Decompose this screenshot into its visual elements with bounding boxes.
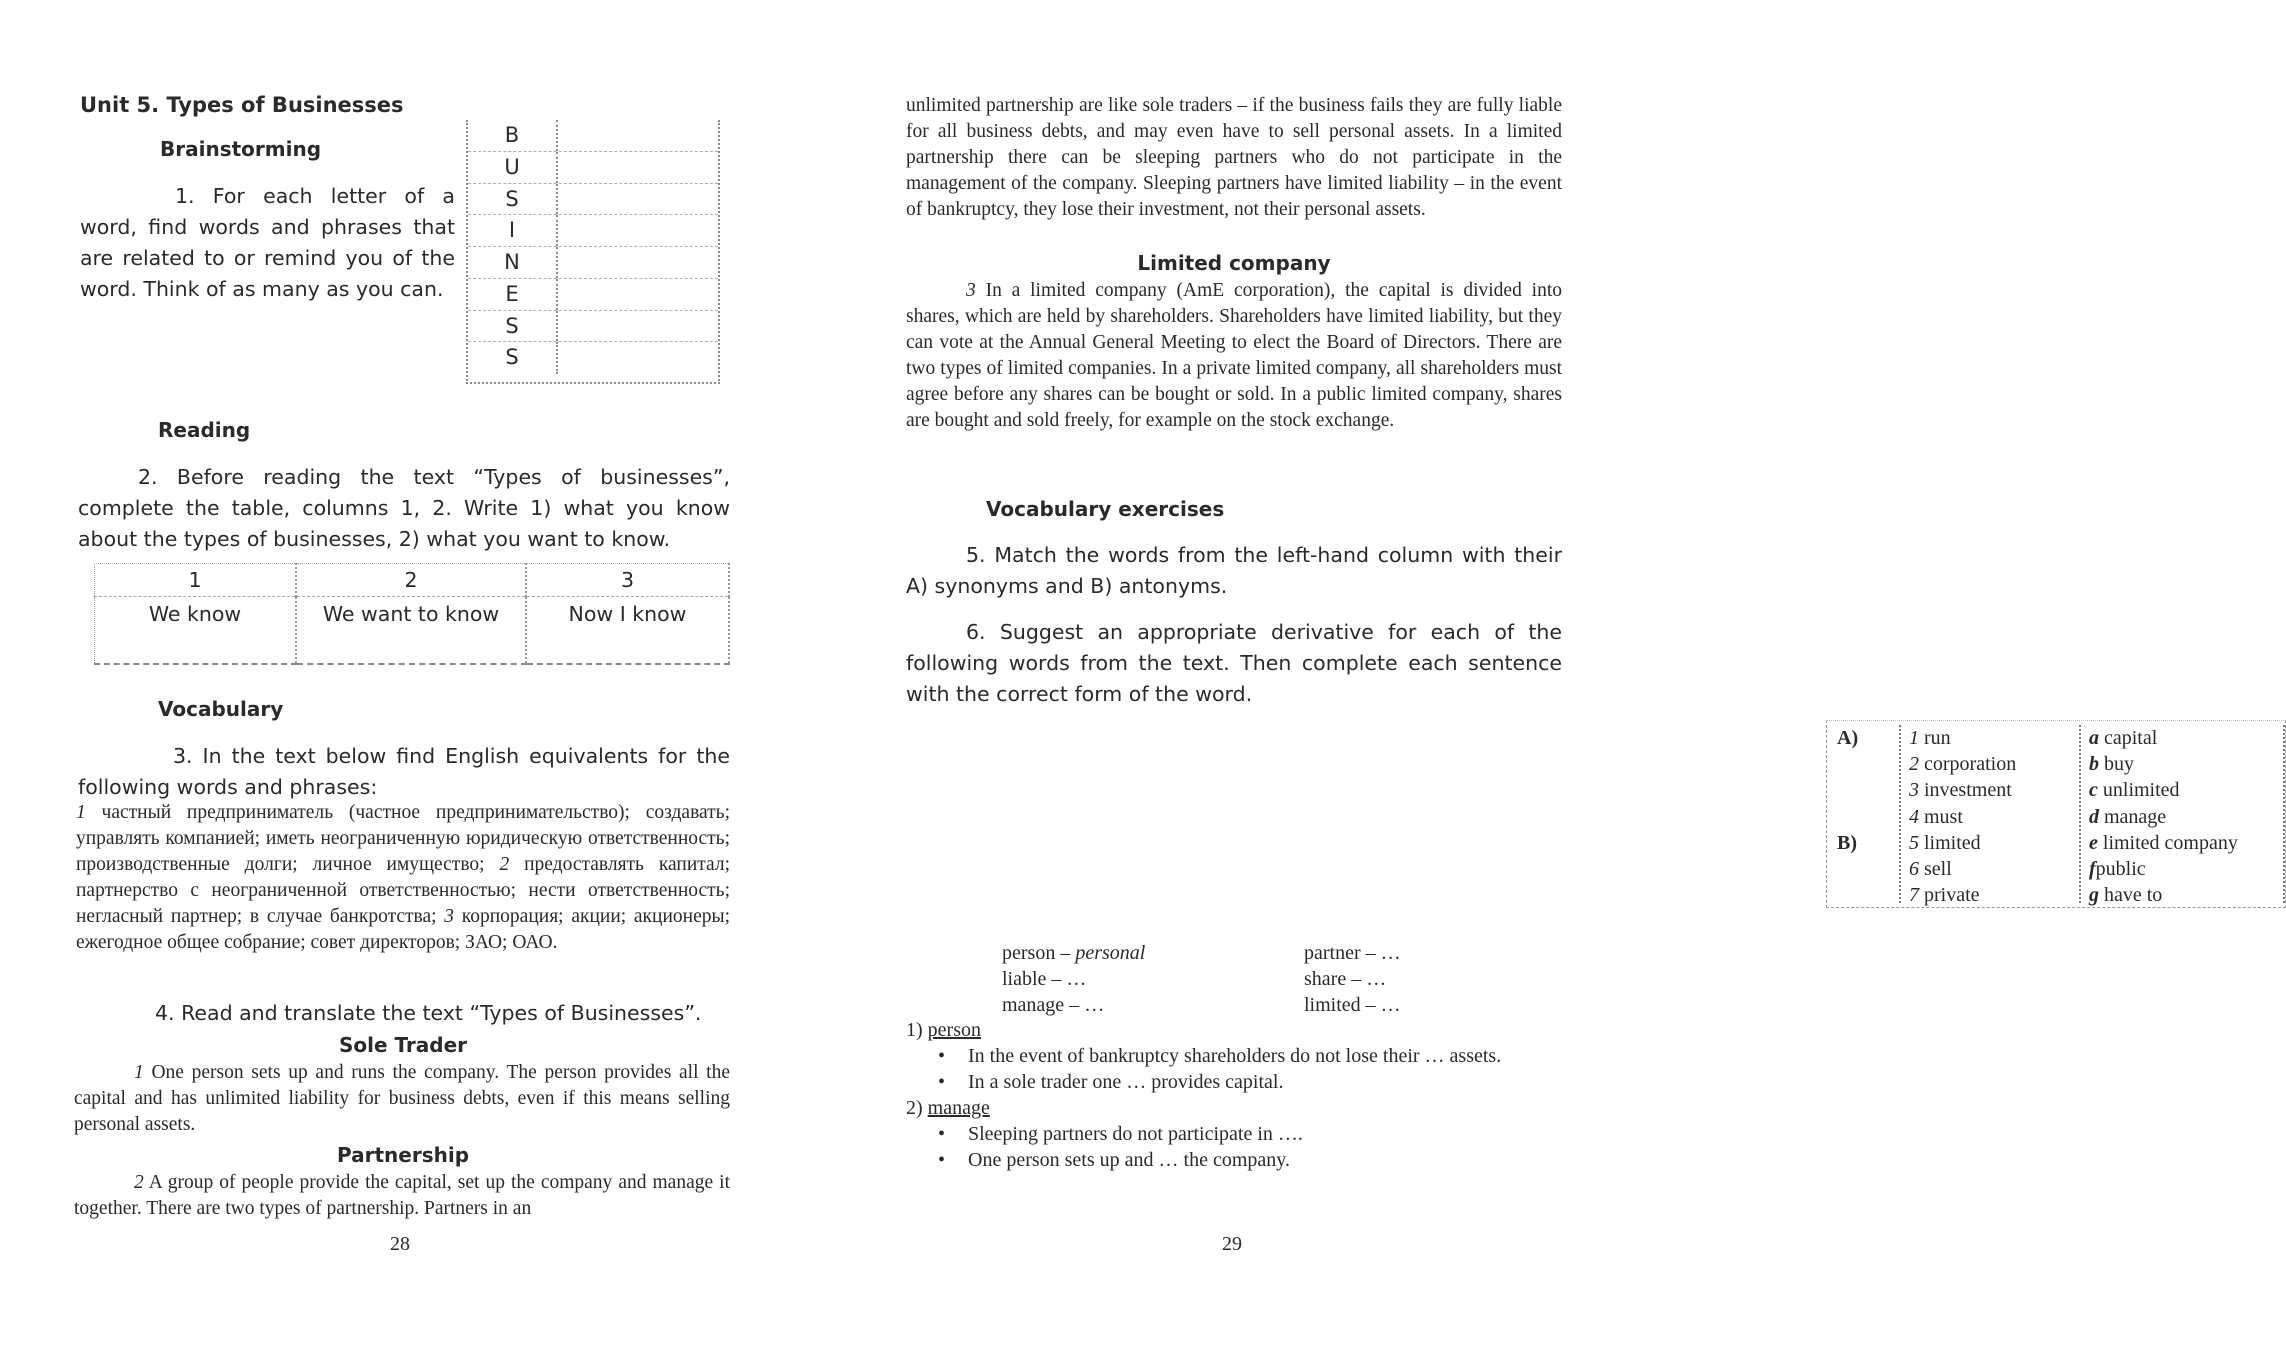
vocabulary-instruction: 3. In the text below find English equivalents for the following words and phrases: (78, 744, 730, 799)
page-number: 29 (1222, 1233, 1242, 1255)
limited-company-text: 3 In a limited company (AmE corporation), the capital is divided into shares, which are held by shareholders. Shareholders have limited liability, but they can vote at the Annual General Meeting to elect the Board of Directors. There are two types of limited companies. In a private limited company, all shareholders must agree before any shares can be bought or sold. In a public limited company, shares are bought and sold freely, for example on the stock exchange. (906, 280, 1562, 431)
grid-row (468, 120, 718, 152)
sentence-exercises (906, 1017, 1562, 1173)
column-divider (2079, 725, 2081, 903)
exercise-5: 5. Match the words from the left-hand column with their A) synonyms and B) antonyms. (906, 543, 1562, 598)
partnership-continued: unlimited partnership are like sole traders – if the business fails they are fully liable for all business debts, and may even have to sell personal assets. In a limited partnership there can be sleeping partners who do not participate in the management of the company. Sleeping partners have limited liability – in the event of bankruptcy, they lose their investment, not their personal assets. (906, 95, 1562, 220)
left-word: 5 limited (1909, 831, 1981, 854)
label-b: B) (1837, 832, 1857, 854)
grid-row (468, 184, 718, 216)
reading-heading: Reading (158, 418, 251, 442)
read-translate-instruction: 4. Read and translate the text “Types of Businesses”. (155, 1001, 702, 1025)
business-letter-grid (466, 120, 720, 384)
right-word: e limited company (2089, 831, 2238, 854)
grid-letter: B (468, 120, 558, 151)
partnership-heading: Partnership (336, 1143, 470, 1167)
partnership-text: 2 A group of people provide the capital, set up the company and manage it together. There are two types of partnership. Partners in an (74, 1172, 730, 1219)
grid-letter: S (468, 184, 558, 215)
grid-row (468, 279, 718, 311)
exercise-6: 6. Suggest an appropriate derivative for each of the following words from the text. Then complete each sentence with the correct form of the word. (906, 620, 1562, 706)
grid-row (468, 215, 718, 247)
grid-letter: I (468, 215, 558, 246)
left-word: 7 private (1909, 884, 1980, 907)
col-header: We want to know (296, 597, 526, 665)
sole-trader-text: 1 One person sets up and runs the company. The person provides all the capital and has unlimited liability for business debts, even if this means selling personal assets. (74, 1062, 730, 1135)
right-page (822, 0, 2238, 1356)
grid-row (468, 342, 718, 374)
group-2-label: 2) manage (906, 1097, 990, 1119)
paragraph-number: 2 (134, 1172, 144, 1193)
col-number: 2 (296, 564, 526, 597)
list-item: • One person sets up and … the company. (906, 1147, 1562, 1173)
col-header: We know (95, 597, 297, 665)
list-item: • Sleeping partners do not participate in …. (906, 1121, 1562, 1147)
derivative-example: personal (1075, 942, 1146, 964)
grid-letter: N (468, 247, 558, 278)
phrase-number: 2 (499, 854, 510, 875)
know-table (94, 563, 730, 665)
group-2-list (906, 1121, 1562, 1173)
right-word: g have to (2089, 884, 2163, 907)
phrase-number: 1 (76, 802, 86, 823)
reading-instruction: 2. Before reading the text “Types of businesses”, complete the table, columns 1, 2. Write 1) what you know about the types of businesses, 2) what you want to know. (78, 465, 730, 551)
right-word: d manage (2089, 805, 2167, 828)
paragraph-number: 3 (966, 280, 976, 301)
col-number: 3 (526, 564, 729, 597)
derivatives-left: person – personal liable – … manage – … (1002, 942, 1146, 1016)
left-word-list (1909, 725, 2016, 908)
right-word: a capital (2089, 727, 2158, 749)
right-word-list (2089, 725, 2238, 908)
grid-row (468, 247, 718, 279)
left-word: 3 investment (1909, 779, 2012, 802)
right-word: b buy (2089, 753, 2134, 776)
vocab-exercises-heading: Vocabulary exercises (986, 497, 1225, 521)
grid-letter: S (468, 342, 558, 374)
right-word: c unlimited (2089, 779, 2180, 802)
phrase-group: частный предприниматель (частное предпринимательство); создавать; управлять компанией; иметь неограниченную юридическую ответственность; производственные долги; личное имущество; (76, 802, 730, 875)
russian-phrases (76, 800, 730, 956)
phrase-group: корпорация; акции; акционеры; ежегодное общее собрание; совет директоров; ЗАО; ОАО. (76, 906, 731, 953)
grid-letter: S (468, 311, 558, 342)
left-word: 2 corporation (1909, 753, 2017, 776)
left-word: 6 sell (1909, 858, 1952, 881)
brainstorming-heading: Brainstorming (160, 137, 322, 161)
unit-title: Unit 5. Types of Businesses (80, 93, 404, 117)
grid-row (468, 152, 718, 184)
left-page (0, 0, 822, 1356)
label-a: A) (1837, 727, 1859, 749)
limited-company-heading: Limited company (1137, 251, 1331, 275)
left-word: 1 run (1909, 727, 1951, 749)
paragraph-number: 1 (134, 1062, 144, 1083)
col-number: 1 (95, 564, 297, 597)
phrase-group: предоставлять капитал; партнерство с неограниченной ответственностью; нести ответственность; негласный партнер; в случае банкротства; (76, 854, 731, 927)
vocabulary-heading: Vocabulary (158, 697, 284, 721)
col-header: Now I know (526, 597, 729, 665)
grid-row (468, 311, 718, 343)
list-item: • In the event of bankruptcy shareholders do not lose their … assets. (906, 1043, 1562, 1069)
matching-table (1826, 720, 2286, 908)
brainstorming-instruction: 1. For each letter of a word, find words and phrases that are related to or remind you of the word. Think of as many as you can. (80, 184, 455, 301)
page-number: 28 (390, 1233, 410, 1255)
group-1-list (906, 1043, 1562, 1095)
left-word: 4 must (1909, 805, 1963, 828)
sole-trader-heading: Sole Trader (338, 1033, 468, 1057)
column-divider (2283, 725, 2285, 903)
column-divider (1899, 725, 1901, 903)
list-item: • In a sole trader one … provides capital. (906, 1069, 1562, 1095)
phrase-number: 3 (444, 906, 455, 927)
group-1-label: 1) person (906, 1019, 981, 1041)
grid-letter: E (468, 279, 558, 310)
derivatives-right: partner – … share – … limited – … (1304, 942, 1401, 1016)
grid-letter: U (468, 152, 558, 183)
right-word: fpublic (2089, 858, 2146, 881)
